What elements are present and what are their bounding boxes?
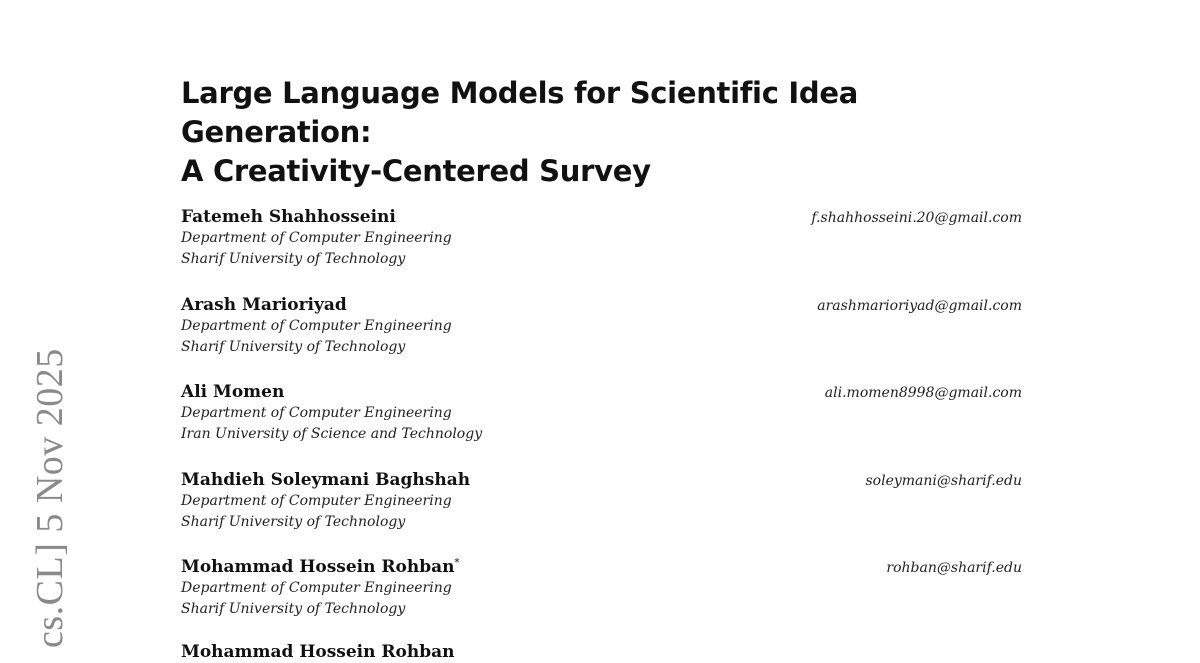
author-department: Department of Computer Engineering: [181, 317, 452, 334]
author-institution: Sharif University of Technology: [181, 513, 406, 530]
author-department: Department of Computer Engineering: [181, 230, 452, 246]
author-block-3: [181, 381, 1022, 469]
author-name: Ali Momen: [181, 382, 285, 402]
author-institution: Sharif University of Technology: [181, 251, 406, 267]
author-department: Department of Computer Engineering: [181, 492, 452, 509]
author-name: Mohammad Hossein Rohban*: [181, 557, 460, 577]
author-institution: Sharif University of Technology: [181, 338, 406, 355]
author-institution: Sharif University of Technology: [181, 601, 406, 617]
author-block-4: [181, 469, 1022, 557]
author-department: Department of Computer Engineering: [181, 580, 452, 596]
author-name: Arash Marioriyad: [181, 294, 347, 315]
author-institution: Iran University of Science and Technology: [181, 426, 483, 442]
author-marker: *: [454, 557, 460, 569]
author-email[interactable]: arashmarioriyad@gmail.com: [817, 297, 1022, 314]
author-email[interactable]: ali.momen8998@gmail.com: [824, 385, 1022, 401]
paper-title-line-2: A Creativity-Centered Survey: [181, 154, 651, 188]
author-name: Mahdieh Soleymani Baghshah: [181, 469, 471, 490]
author-email[interactable]: soleymani@sharif.edu: [865, 472, 1022, 489]
cutoff-author-name: Mohammad Hossein Rohban: [181, 642, 455, 662]
author-block-2: [181, 294, 1022, 382]
arxiv-side-stamp: cs.CL] 5 Nov 2025: [29, 348, 71, 648]
paper-title: [181, 74, 1041, 191]
author-block-5: [181, 556, 1022, 644]
author-name: Fatemeh Shahhosseini: [181, 207, 396, 227]
author-email[interactable]: rohban@sharif.edu: [886, 560, 1022, 576]
author-email[interactable]: f.shahhosseini.20@gmail.com: [811, 210, 1022, 226]
author-department: Department of Computer Engineering: [181, 405, 452, 421]
author-block-1: [181, 206, 1022, 294]
paper-title-line-1: Large Language Models for Scientific Idea Generation:: [181, 76, 858, 149]
author-list: [181, 206, 1022, 644]
